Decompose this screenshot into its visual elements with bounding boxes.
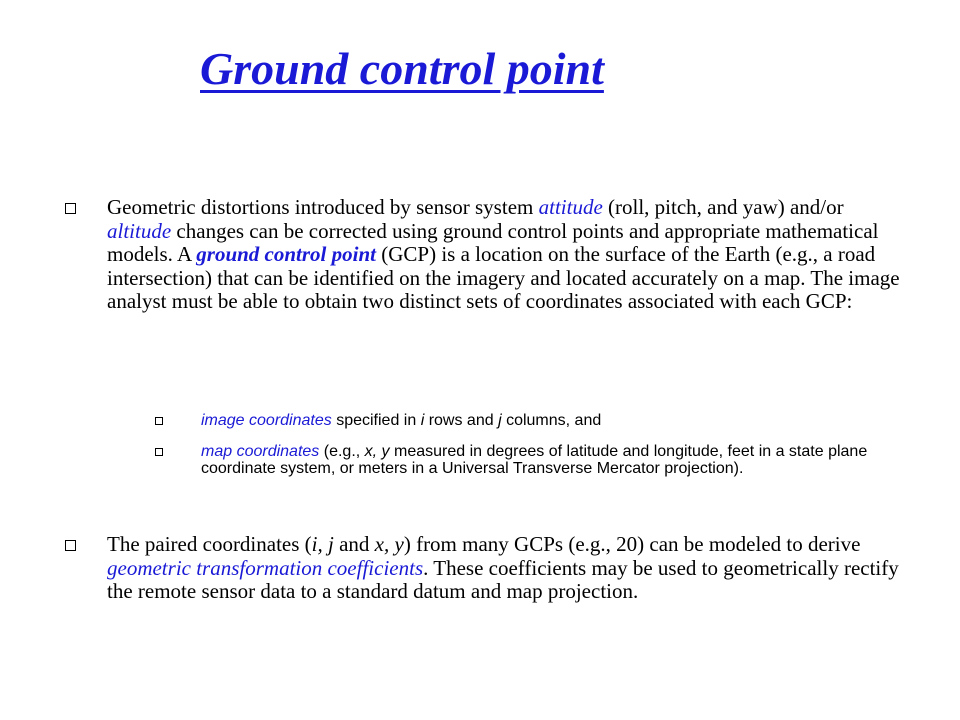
term-geometric-transformation-coefficients: geometric transformation coefficients bbox=[107, 555, 424, 580]
var-j: j bbox=[498, 412, 502, 429]
slide-title: Ground control point bbox=[200, 43, 604, 94]
square-bullet-icon bbox=[155, 448, 163, 456]
square-bullet-icon bbox=[65, 203, 76, 214]
term-ground-control-point: ground control point bbox=[196, 242, 376, 266]
term-altitude: altitude bbox=[107, 218, 172, 243]
text: and bbox=[333, 532, 375, 556]
text: rows and bbox=[424, 412, 499, 429]
var-ij: i, j bbox=[311, 532, 334, 556]
text: The paired coordinates ( bbox=[107, 532, 312, 556]
var-xy: x, y bbox=[374, 532, 404, 556]
square-bullet-icon bbox=[155, 417, 163, 425]
text: Geometric distortions introduced by sensor system bbox=[107, 195, 539, 219]
text: measured in degrees of latitude and longitude, feet in a state plane coordinate system, or meters in a Universal Transverse Mercator projection). bbox=[201, 443, 868, 477]
text: (GCP) is a location on the surface of the Earth (e.g., a road intersection) that can be identified on the imagery and located accurately on a map. The image analyst must be able to obtain two distinct sets of coordinates associated with each GCP: bbox=[107, 242, 900, 313]
sub-bullet-map-coordinates bbox=[201, 443, 901, 477]
text: columns, and bbox=[501, 412, 602, 429]
term-map-coordinates: map coordinates bbox=[201, 443, 320, 460]
text: (e.g., bbox=[319, 443, 365, 460]
text: . These coefficients may be used to geometrically rectify the remote sensor data to a standard datum and map projection. bbox=[107, 555, 899, 603]
var-xy: x, y bbox=[364, 443, 390, 460]
text: ) from many GCPs (e.g., 20) can be modeled to derive bbox=[403, 532, 861, 556]
sub-bullet-image-coordinates bbox=[201, 412, 901, 429]
term-attitude: attitude bbox=[538, 195, 603, 219]
bullet-paired-coordinates bbox=[107, 533, 907, 604]
text: (roll, pitch, and yaw) and/or bbox=[602, 195, 844, 219]
bullet-gcp-definition bbox=[107, 196, 907, 314]
text: specified in bbox=[331, 412, 421, 429]
var-i: i bbox=[420, 412, 425, 429]
text: changes can be corrected using ground control points and appropriate mathematical models. A bbox=[107, 218, 879, 266]
square-bullet-icon bbox=[65, 540, 76, 551]
term-image-coordinates: image coordinates bbox=[201, 412, 332, 429]
